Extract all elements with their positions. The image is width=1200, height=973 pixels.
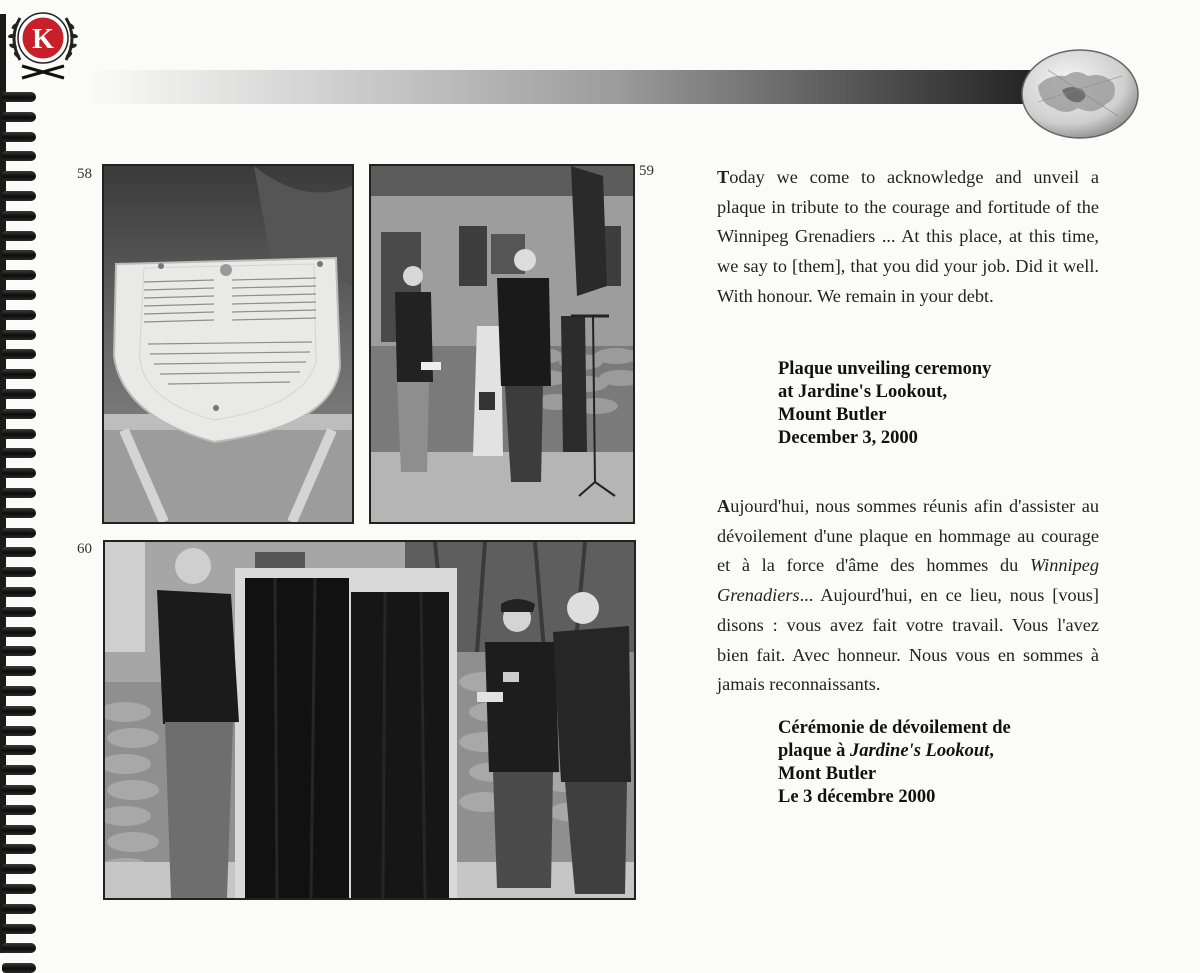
english-caption	[778, 358, 991, 450]
spiral-coil	[2, 132, 36, 142]
french-quote-text-b: ... Aujourd'hui, en ce lieu, nous [vous] disons : vous avez fait votre travail. Vous l'avez bien fait. Avec honneur. Nous vous en sommes à jamais reconnaissants.	[717, 585, 1099, 695]
spiral-coil	[2, 231, 36, 241]
spiral-coil	[2, 805, 36, 815]
spiral-coil	[2, 943, 36, 953]
french-dropcap: A	[717, 496, 731, 516]
spiral-coil	[2, 250, 36, 260]
spiral-coil	[2, 409, 36, 419]
hong-kong-veterans-logo	[6, 4, 80, 82]
spiral-coil	[2, 587, 36, 597]
spiral-coil	[2, 825, 36, 835]
spiral-coil	[2, 429, 36, 439]
spiral-coil	[2, 191, 36, 201]
spiral-coil	[2, 349, 36, 359]
spiral-coil	[2, 448, 36, 458]
figure-number-58: 58	[77, 166, 92, 182]
photo-speech	[369, 164, 635, 524]
spiral-coil	[2, 171, 36, 181]
spiral-coil	[2, 904, 36, 914]
spiral-coil	[2, 567, 36, 577]
french-quote-italic: Winnipeg Grenadiers	[717, 555, 1099, 606]
spiral-coil	[2, 864, 36, 874]
spiral-coil	[2, 745, 36, 755]
spiral-coil	[2, 468, 36, 478]
spiral-coil	[2, 270, 36, 280]
english-caption-line3: Mount Butler	[778, 405, 887, 425]
figure-number-59: 59	[639, 163, 654, 179]
spiral-coil	[2, 508, 36, 518]
french-caption-line3: Mont Butler	[778, 764, 877, 784]
spiral-coil	[2, 310, 36, 320]
spiral-coil	[2, 369, 36, 379]
spiral-binding	[0, 0, 40, 953]
french-caption-line2	[778, 740, 1011, 763]
spiral-coil	[2, 706, 36, 716]
english-caption-line4: December 3, 2000	[778, 428, 918, 448]
french-caption-line1: Cérémonie de dévoilement de	[778, 718, 1011, 738]
english-dropcap: T	[717, 167, 730, 187]
spiral-coil	[2, 211, 36, 221]
spiral-coil	[2, 646, 36, 656]
logo-letter: K	[32, 24, 54, 55]
spiral-coil	[2, 666, 36, 676]
french-caption-line2-suffix: ,	[989, 741, 994, 761]
spiral-coil	[2, 844, 36, 854]
spiral-coil	[2, 686, 36, 696]
english-caption-line1: Plaque unveiling ceremony	[778, 359, 992, 379]
english-quote-text: oday we come to acknowledge and unveil a plaque in tribute to the courage and fortitude of the Winnipeg Grenadiers ... At this place, at this time, we say to [them], that you did your job. Did it well. With honour. We remain in your debt.	[717, 167, 1099, 306]
photo-unveiling	[103, 540, 636, 900]
spiral-coil	[2, 963, 36, 973]
spiral-coil	[2, 528, 36, 538]
spiral-coil	[2, 389, 36, 399]
spiral-coil	[2, 785, 36, 795]
spiral-coil	[2, 884, 36, 894]
french-quote-text-a: ujourd'hui, nous sommes réunis afin d'assister au dévoilement d'une plaque en hommage au courage et à la force d'âme des hommes du	[717, 496, 1099, 576]
figure-number-60: 60	[77, 541, 92, 557]
french-caption-line2-italic: Jardine's Lookout	[849, 741, 990, 761]
spiral-coil	[2, 290, 36, 300]
english-quote	[717, 163, 1099, 312]
photo-plaque	[102, 164, 354, 524]
spiral-coil	[2, 547, 36, 557]
french-caption-line2-prefix: plaque à	[778, 741, 850, 761]
spiral-coil	[2, 330, 36, 340]
spiral-coil	[2, 726, 36, 736]
spiral-coil	[2, 607, 36, 617]
spiral-coil	[2, 627, 36, 637]
spiral-coil	[2, 488, 36, 498]
spiral-coil	[2, 924, 36, 934]
spiral-coil	[2, 92, 36, 102]
french-quote	[717, 492, 1099, 700]
spiral-coil	[2, 151, 36, 161]
header-bar	[88, 70, 1048, 104]
map-globe-icon	[1018, 46, 1142, 142]
spiral-coil	[2, 765, 36, 775]
french-caption-line4: Le 3 décembre 2000	[778, 787, 936, 807]
spiral-coil	[2, 112, 36, 122]
english-caption-line2: at Jardine's Lookout,	[778, 382, 948, 402]
french-caption	[778, 717, 1011, 809]
